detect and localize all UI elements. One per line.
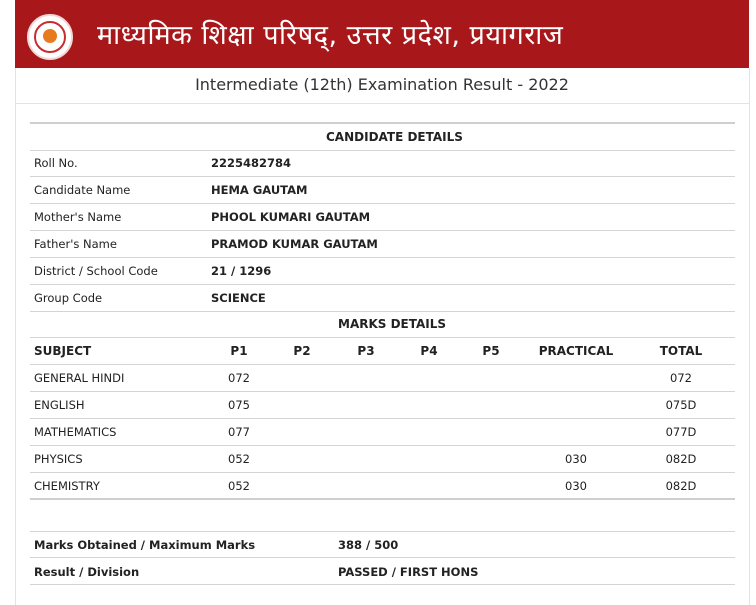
frame-divider — [15, 103, 750, 104]
detail-value: PRAMOD KUMAR GAUTAM — [211, 237, 378, 251]
column-header-p4: P4 — [420, 344, 438, 358]
detail-value: HEMA GAUTAM — [211, 183, 308, 197]
marks-cell-p1: 072 — [228, 371, 250, 385]
marks-cell-subject: CHEMISTRY — [34, 479, 100, 493]
marks-cell-p1: 077 — [228, 425, 250, 439]
divider — [30, 418, 735, 419]
page-subtitle: Intermediate (12th) Examination Result - 2022 — [195, 75, 569, 94]
marks-cell-p1: 075 — [228, 398, 250, 412]
detail-label: Group Code — [34, 291, 103, 305]
marks-cell-total: 075D — [665, 398, 697, 412]
divider — [30, 584, 735, 585]
divider — [30, 364, 735, 365]
column-header-total: TOTAL — [659, 344, 703, 358]
divider — [30, 472, 735, 473]
detail-label: District / School Code — [34, 264, 158, 278]
marks-cell-total: 082D — [665, 479, 697, 493]
divider — [30, 230, 735, 231]
candidate-details-title: CANDIDATE DETAILS — [326, 130, 463, 144]
column-header-subject: SUBJECT — [34, 344, 92, 358]
marks-cell-subject: MATHEMATICS — [34, 425, 117, 439]
column-header-practical: PRACTICAL — [538, 344, 614, 358]
detail-label: Candidate Name — [34, 183, 131, 197]
up-emblem-logo — [27, 14, 73, 60]
divider — [30, 150, 735, 151]
divider — [30, 531, 735, 532]
divider — [30, 337, 735, 338]
divider — [30, 498, 735, 500]
divider — [30, 311, 735, 312]
marks-cell-subject: ENGLISH — [34, 398, 85, 412]
divider — [30, 391, 735, 392]
detail-value: 2225482784 — [211, 156, 292, 170]
marks-cell-subject: GENERAL HINDI — [34, 371, 125, 385]
column-header-p2: P2 — [293, 344, 311, 358]
marks-cell-p1: 052 — [228, 479, 250, 493]
marks-obtained-label: Marks Obtained / Maximum Marks — [34, 538, 256, 552]
marks-cell-practical: 030 — [565, 479, 587, 493]
divider — [30, 557, 735, 558]
divider — [30, 284, 735, 285]
divider — [30, 203, 735, 204]
result-division-value: PASSED / FIRST HONS — [338, 565, 479, 579]
board-title: माध्यमिक शिक्षा परिषद्, उत्तर प्रदेश, प्रयागराज — [97, 20, 564, 51]
detail-value: PHOOL KUMARI GAUTAM — [211, 210, 371, 224]
divider — [30, 176, 735, 177]
detail-value: SCIENCE — [211, 291, 266, 305]
detail-label: Roll No. — [34, 156, 78, 170]
marks-cell-p1: 052 — [228, 452, 250, 466]
marks-cell-total: 082D — [665, 452, 697, 466]
detail-value: 21 / 1296 — [211, 264, 272, 278]
frame-right — [749, 68, 750, 605]
detail-label: Father's Name — [34, 237, 117, 251]
column-header-p3: P3 — [357, 344, 375, 358]
marks-cell-subject: PHYSICS — [34, 452, 83, 466]
result-division-label: Result / Division — [34, 565, 140, 579]
divider — [30, 122, 735, 124]
column-header-p5: P5 — [482, 344, 500, 358]
marks-obtained-value: 388 / 500 — [338, 538, 399, 552]
divider — [30, 257, 735, 258]
emblem-core — [43, 29, 57, 43]
marks-cell-practical: 030 — [565, 452, 587, 466]
column-header-p1: P1 — [230, 344, 248, 358]
marks-details-title: MARKS DETAILS — [338, 317, 447, 331]
detail-label: Mother's Name — [34, 210, 122, 224]
divider — [30, 445, 735, 446]
marks-cell-total: 072 — [670, 371, 692, 385]
frame-left — [15, 68, 16, 605]
marks-cell-total: 077D — [665, 425, 697, 439]
